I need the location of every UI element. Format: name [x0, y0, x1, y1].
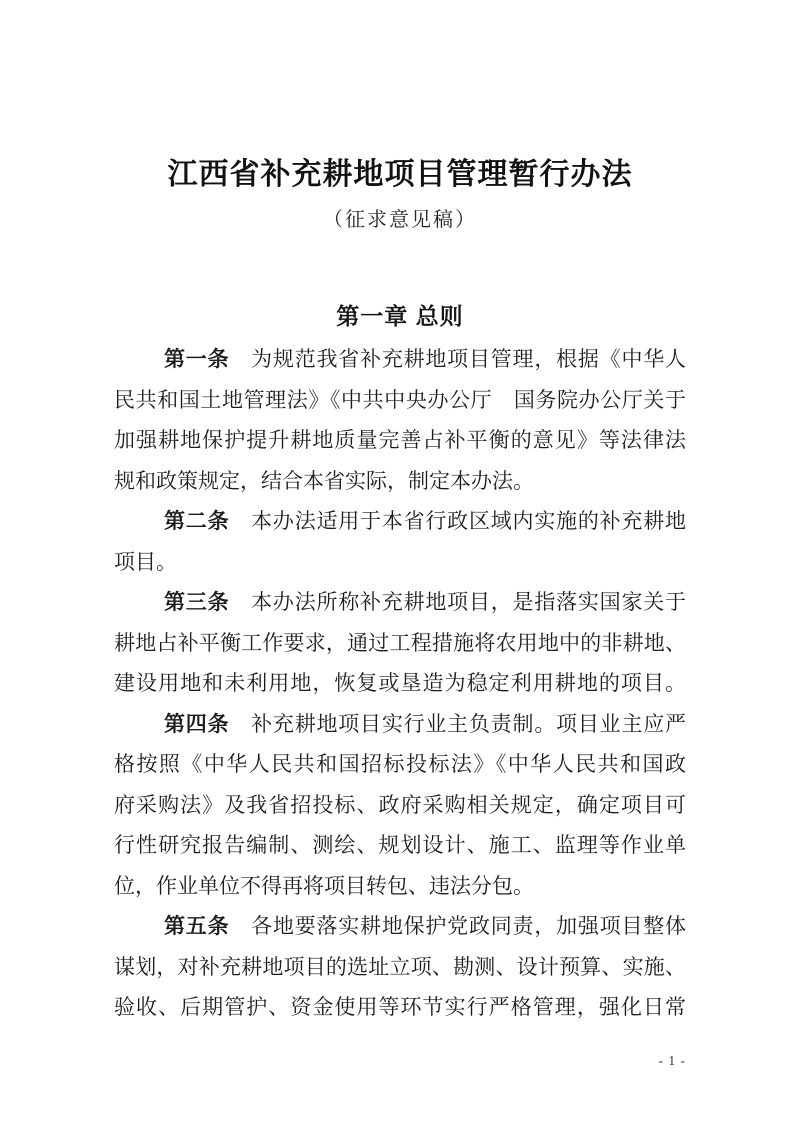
- body-text: [114, 339, 686, 1028]
- body-line: [114, 906, 686, 947]
- page-number: - 1 -: [658, 1052, 686, 1068]
- body-line-text: 本办法所称补充耕地项目，是指落实国家关于: [229, 590, 686, 614]
- document-subtitle: （征求意见稿）: [323, 209, 477, 231]
- body-line: [114, 420, 686, 461]
- article-number: 第三条: [164, 590, 230, 614]
- body-line: [114, 866, 686, 907]
- body-line: [114, 663, 686, 704]
- body-line: [114, 987, 686, 1028]
- body-line: [114, 704, 686, 745]
- body-line: [114, 339, 686, 380]
- article-number: 第二条: [164, 509, 230, 533]
- body-line-text: 规和政策规定，结合本省实际，制定本办法。: [114, 468, 534, 493]
- article-number: 第五条: [164, 914, 230, 938]
- body-line: [114, 461, 686, 502]
- body-line-text: 补充耕地项目实行业主负责制。项目业主应严: [229, 711, 686, 736]
- body-line: [114, 744, 686, 785]
- body-line-text: 项目。: [114, 549, 177, 574]
- body-line: [114, 947, 686, 988]
- document-body: [114, 0, 686, 1068]
- body-line: [114, 501, 686, 542]
- body-line-text: 各地要落实耕地保护党政同责，加强项目整体: [229, 914, 686, 938]
- body-line: [114, 623, 686, 664]
- body-line-text: 耕地占补平衡工作要求，通过工程措施将农用地中的非耕地、: [114, 630, 686, 655]
- body-line-text: 府采购法》及我省招投标、政府采购相关规定，确定项目可: [114, 792, 686, 817]
- body-line: [114, 825, 686, 866]
- body-line: [114, 582, 686, 623]
- body-line-text: 建设用地和未利用地，恢复或垦造为稳定利用耕地的项目。: [114, 671, 686, 695]
- document-title: 江西省补充耕地项目管理暂行办法: [167, 158, 633, 191]
- body-line: [114, 785, 686, 826]
- body-line-text: 加强耕地保护提升耕地质量完善占补平衡的意见》等法律法: [114, 428, 686, 452]
- body-line-text: 格按照《中华人民共和国招标投标法》《中华人民共和国政: [114, 752, 686, 776]
- article-number: 第四条: [164, 711, 230, 736]
- chapter-heading: 第一章 总则: [336, 303, 464, 329]
- body-line: [114, 380, 686, 421]
- body-line-text: 验收、后期管护、资金使用等环节实行严格管理，强化日常: [114, 995, 686, 1019]
- body-line-text: 位，作业单位不得再将项目转包、违法分包。: [114, 873, 534, 898]
- body-line-text: 民共和国土地管理法》《中共中央办公厅 国务院办公厅关于: [114, 387, 686, 412]
- body-line-text: 本办法适用于本省行政区域内实施的补充耕地: [229, 509, 686, 533]
- body-line: [114, 542, 686, 583]
- body-line-text: 谋划，对补充耕地项目的选址立项、勘测、设计预算、实施、: [114, 954, 686, 979]
- article-number: 第一条: [164, 347, 230, 371]
- body-line-text: 行性研究报告编制、测绘、规划设计、施工、监理等作业单: [114, 833, 686, 857]
- body-line-text: 为规范我省补充耕地项目管理，根据《中华人: [229, 347, 686, 371]
